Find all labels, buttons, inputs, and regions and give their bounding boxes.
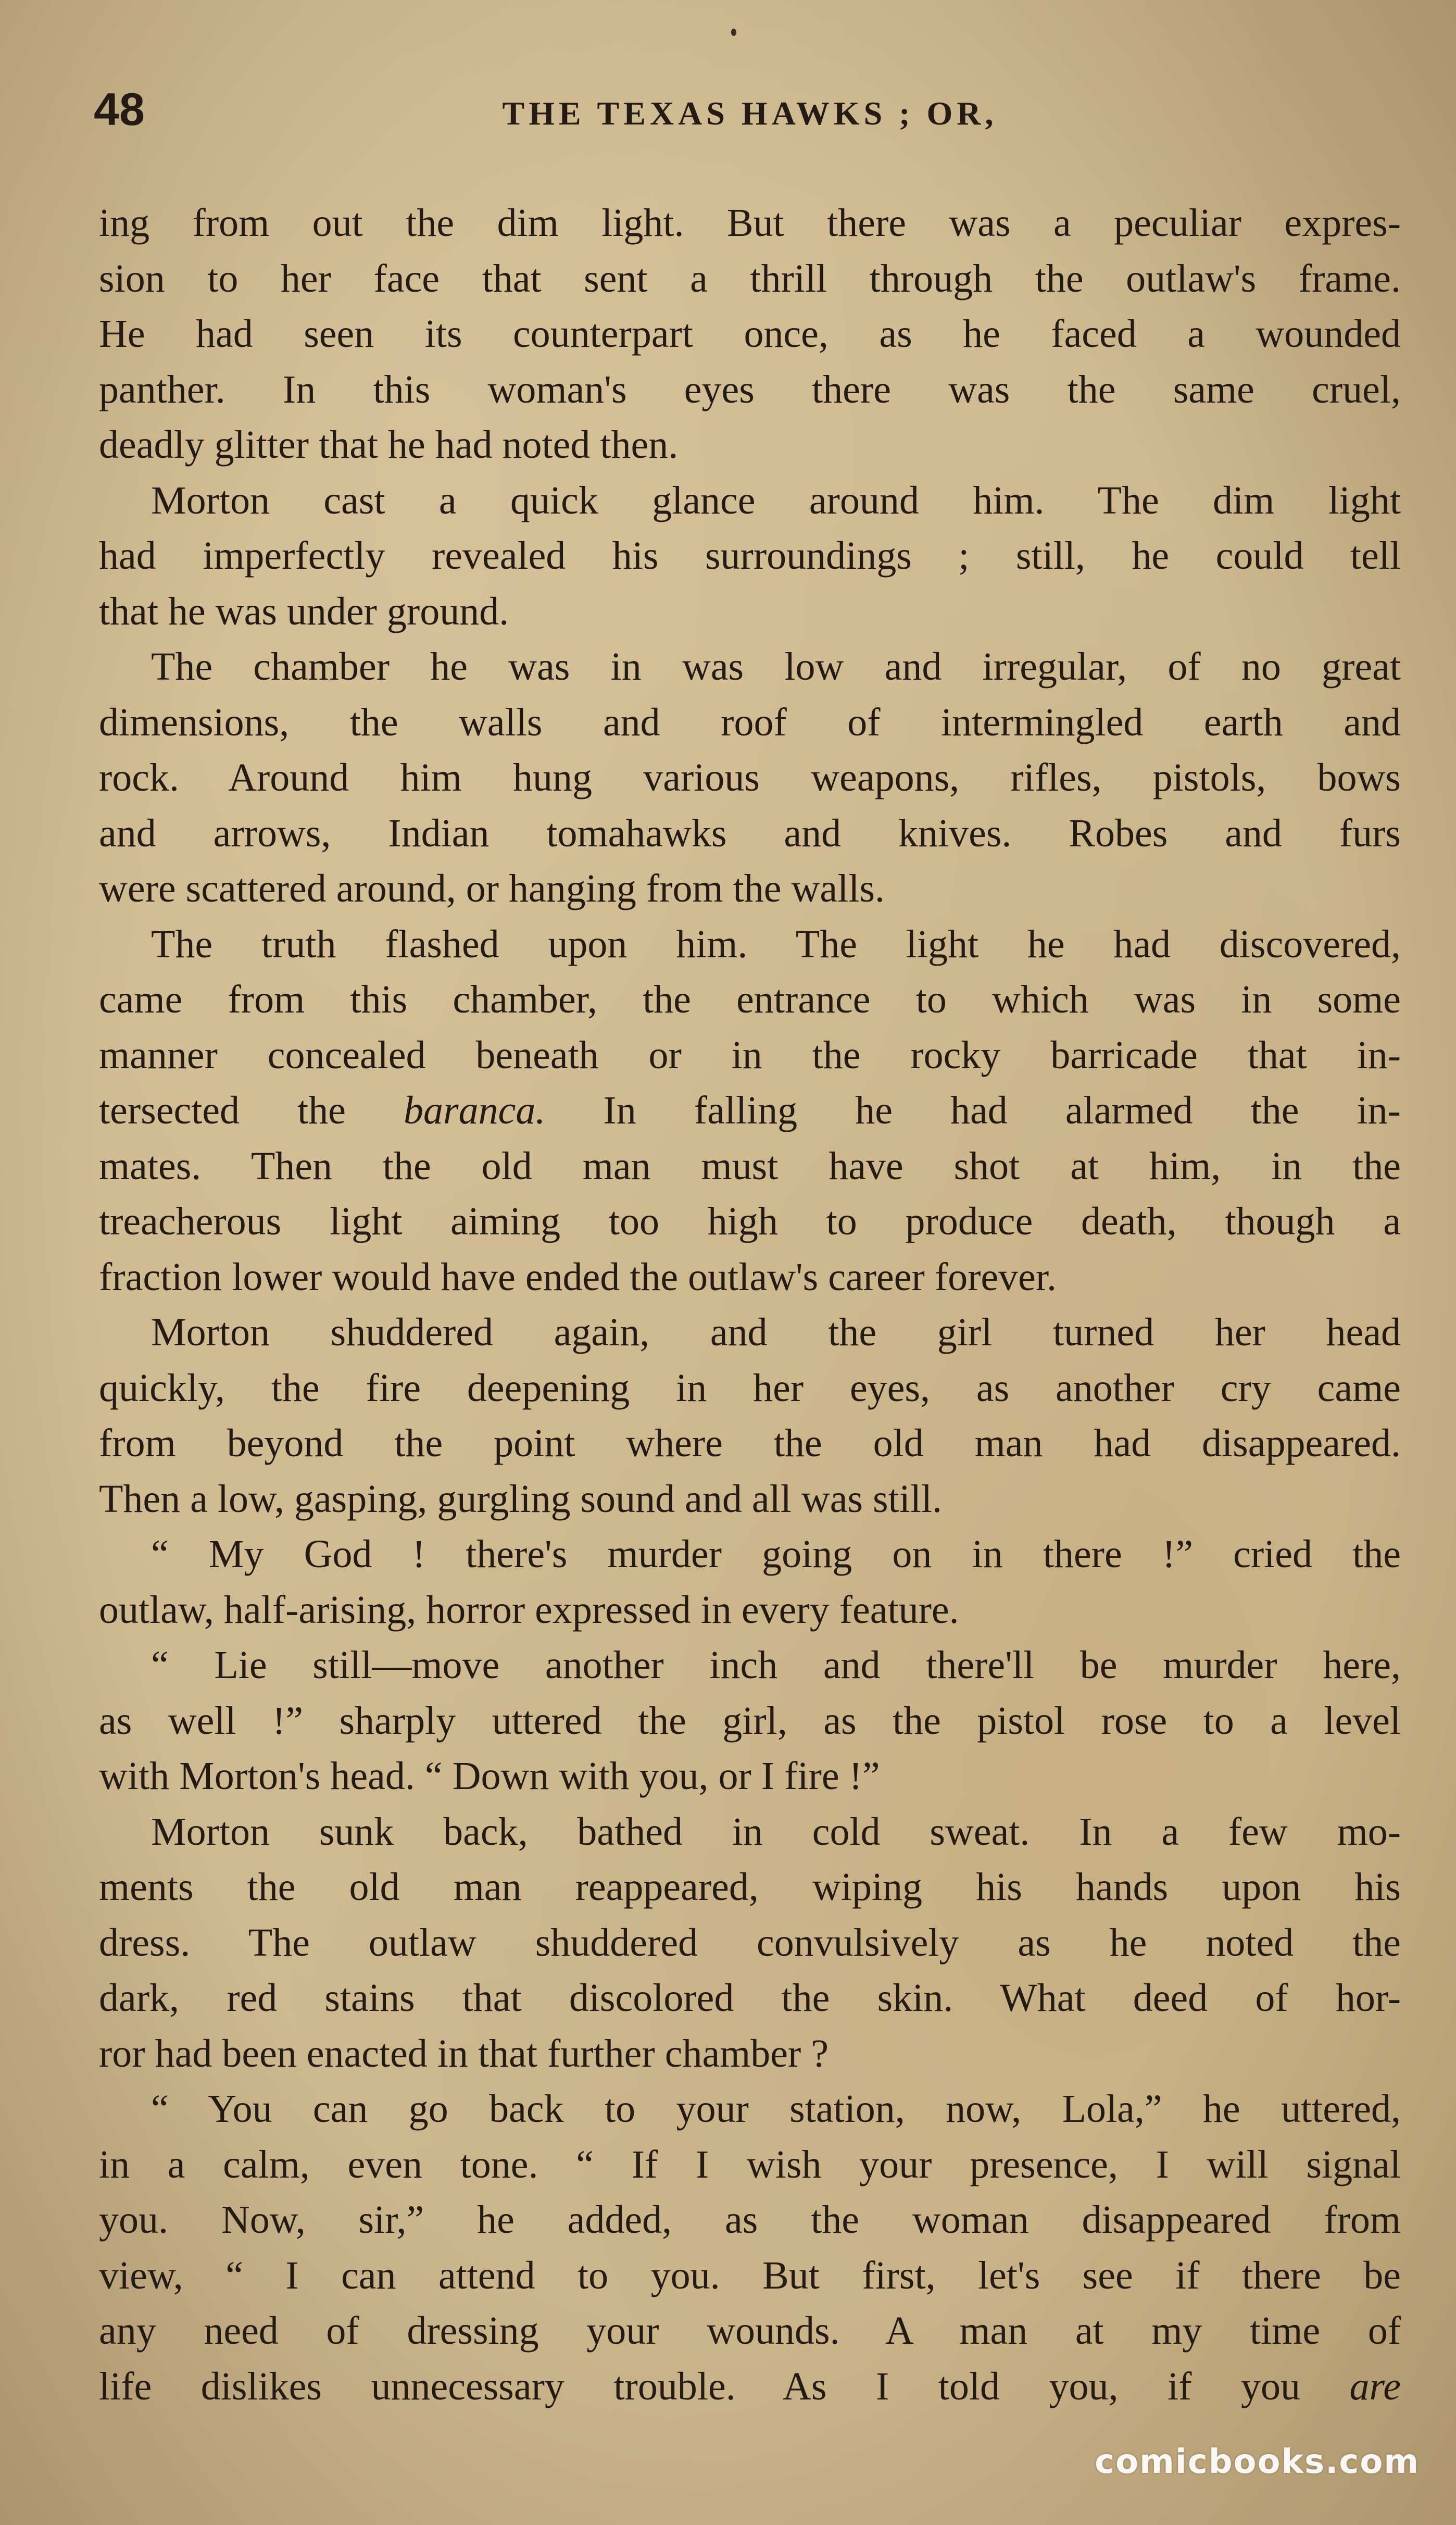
text-line: ror had been enacted in that further chamber ? <box>99 2031 829 2076</box>
text-line: The chamber he was in was low and irregular, of no great <box>151 645 1401 689</box>
text-line: as well !” sharply uttered the girl, as the pistol rose to a level <box>99 1698 1401 1743</box>
text-line: “ Lie still—move another inch and there'll be murder here, <box>151 1643 1401 1687</box>
text-line: dress. The outlaw shuddered convulsively as he noted the <box>99 1920 1401 1965</box>
paragraph-7 <box>99 1638 1401 1804</box>
text-line: “ You can go back to your station, now, Lola,” he uttered, <box>151 2087 1401 2131</box>
ink-speck <box>731 29 736 36</box>
text-line: Morton sunk back, bathed in cold sweat. In a few mo- <box>151 1809 1401 1854</box>
text-line-mixed <box>99 2359 1401 2415</box>
text-line: view, “ I can attend to you. But first, let's see if there be <box>99 2253 1401 2297</box>
paragraph-9 <box>99 2081 1401 2414</box>
paragraph-6 <box>99 1527 1401 1638</box>
paragraph-5 <box>99 1305 1401 1527</box>
paragraph-8 <box>99 1804 1401 2082</box>
text-line: “ My God ! there's murder going on in there !” cried the <box>151 1532 1401 1576</box>
text-line: dimensions, the walls and roof of intermingled earth and <box>99 700 1401 744</box>
text-line: in a calm, even tone. “ If I wish your presence, I will signal <box>99 2142 1401 2186</box>
text-line: fraction lower would have ended the outlaw's career forever. <box>99 1255 1057 1299</box>
text-line: treacherous light aiming too high to produce death, though a <box>99 1199 1401 1243</box>
text-fragment: life dislikes unnecessary trouble. As I told you, if you <box>99 2364 1350 2408</box>
text-line-mixed <box>99 1083 1401 1139</box>
paragraph-2 <box>99 473 1401 640</box>
text-line: had imperfectly revealed his surroundings ; still, he could tell <box>99 534 1401 578</box>
page-number: 48 <box>94 83 145 135</box>
text-line: and arrows, Indian tomahawks and knives. Robes and furs <box>99 811 1401 855</box>
text-line: dark, red stains that discolored the skin. What deed of hor- <box>99 1976 1401 2020</box>
text-line: Morton cast a quick glance around him. The dim light <box>151 478 1401 522</box>
text-line: sion to her face that sent a thrill through the outlaw's frame. <box>99 256 1401 301</box>
running-head: THE TEXAS HAWKS ; OR, <box>502 95 998 132</box>
text-line: panther. In this woman's eyes there was the same cruel, <box>99 367 1401 411</box>
text-fragment: In falling he had alarmed the in- <box>545 1089 1401 1132</box>
text-line: from beyond the point where the old man had disappeared. <box>99 1421 1401 1465</box>
watermark: comicbooks.com <box>1095 2443 1420 2481</box>
text-line: that he was under ground. <box>99 589 509 633</box>
text-line: you. Now, sir,” he added, as the woman disappeared from <box>99 2198 1401 2242</box>
body-text <box>99 195 1401 2414</box>
page-header <box>94 78 1406 141</box>
text-line: were scattered around, or hanging from the walls. <box>99 867 885 910</box>
text-line: with Morton's head. “ Down with you, or I fire !” <box>99 1754 880 1798</box>
italic-word: baranca. <box>404 1089 546 1132</box>
text-line: mates. Then the old man must have shot at him, in the <box>99 1144 1401 1188</box>
text-line: ments the old man reappeared, wiping his hands upon his <box>99 1865 1401 1909</box>
text-line: outlaw, half-arising, horror expressed in every feature. <box>99 1588 959 1632</box>
italic-word: are <box>1349 2364 1401 2408</box>
text-line: He had seen its counterpart once, as he faced a wounded <box>99 312 1401 356</box>
paragraph-1 <box>99 195 1401 473</box>
text-line: any need of dressing your wounds. A man at my time of <box>99 2309 1401 2353</box>
text-line: Morton shuddered again, and the girl turned her head <box>151 1310 1401 1354</box>
text-line: quickly, the fire deepening in her eyes, as another cry came <box>99 1366 1401 1410</box>
text-line: came from this chamber, the entrance to which was in some <box>99 978 1401 1021</box>
text-line: manner concealed beneath or in the rocky barricade that in- <box>99 1033 1401 1077</box>
text-line: rock. Around him hung various weapons, rifles, pistols, bows <box>99 756 1401 799</box>
paragraph-4 <box>99 917 1401 1305</box>
text-line: ing from out the dim light. But there was a peculiar expres- <box>99 201 1401 245</box>
text-fragment: tersected the <box>99 1089 404 1132</box>
paragraph-3 <box>99 639 1401 917</box>
text-line: deadly glitter that he had noted then. <box>99 423 679 467</box>
text-line: Then a low, gasping, gurgling sound and all was still. <box>99 1477 943 1521</box>
text-line: The truth flashed upon him. The light he had discovered, <box>151 922 1401 966</box>
